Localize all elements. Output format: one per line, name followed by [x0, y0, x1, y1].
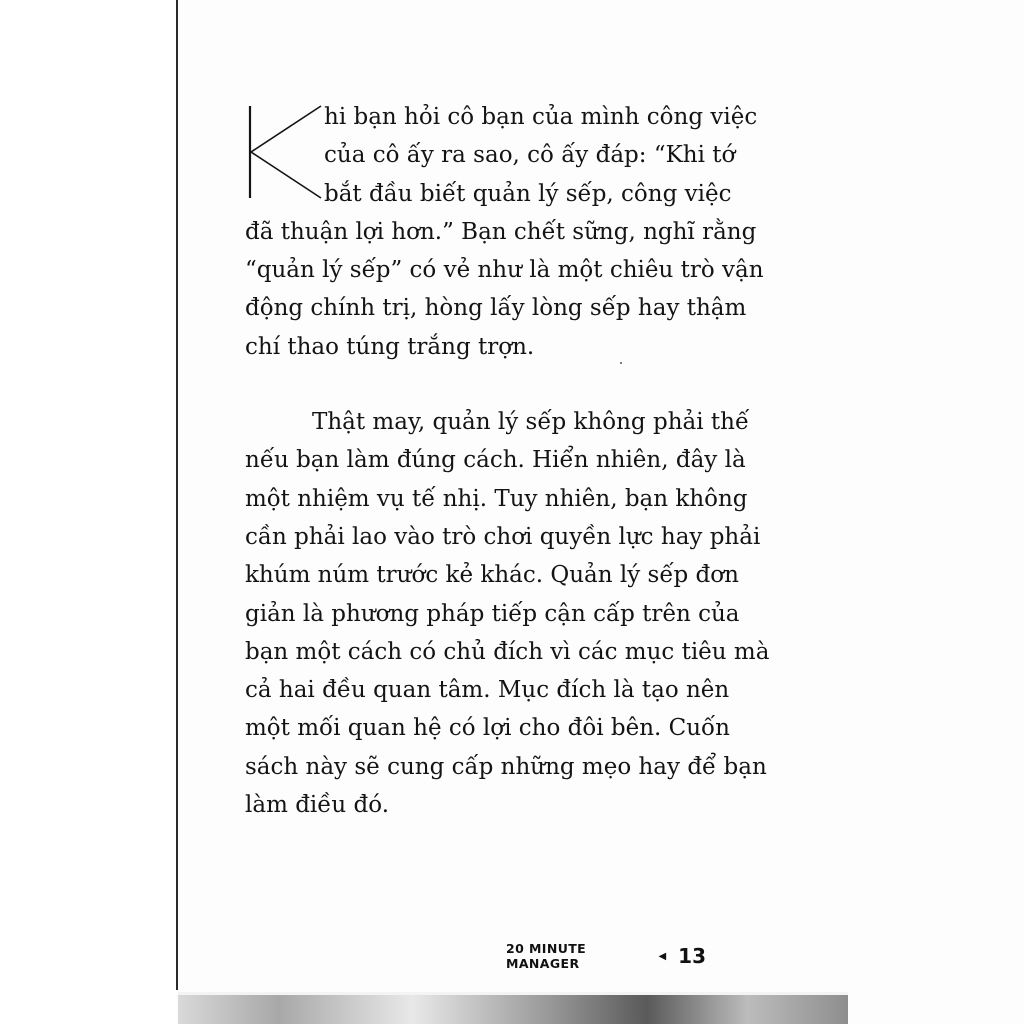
- scan-speck: [620, 362, 622, 364]
- text-line: làm điều đó.: [245, 792, 390, 819]
- text-line: bạn một cách có chủ đích vì các mục tiêu mà: [245, 638, 770, 665]
- left-margin: [0, 0, 176, 1024]
- text-line: hi bạn hỏi cô bạn của mình công việc: [324, 104, 758, 130]
- text-line: đã thuận lợi hơn.” Bạn chết sững, nghĩ rằng: [245, 218, 757, 245]
- page-number: 13: [678, 944, 706, 968]
- text-line: Thật may, quản lý sếp không phải thế: [312, 409, 750, 436]
- text-line: giản là phương pháp tiếp cận cấp trên của: [245, 600, 740, 627]
- text-line: một mối quan hệ có lợi cho đôi bên. Cuốn: [245, 715, 730, 742]
- text-line: cần phải lao vào trò chơi quyền lực hay phải: [245, 523, 761, 550]
- text-line: chí thao túng trắng trợn.: [245, 333, 535, 360]
- text-line: một nhiệm vụ tế nhị. Tuy nhiên, bạn không: [245, 485, 748, 512]
- left-triangle-icon: ◀: [658, 950, 667, 962]
- text-line: “quản lý sếp” có vẻ như là một chiêu trò vận: [245, 257, 764, 284]
- text-line: cả hai đều quan tâm. Mục đích là tạo nên: [245, 677, 730, 704]
- body-text: [245, 98, 770, 824]
- text-line: nếu bạn làm đúng cách. Hiển nhiên, đây là: [245, 447, 746, 474]
- paragraph-2: [245, 403, 770, 824]
- text-line: bắt đầu biết quản lý sếp, công việc: [324, 180, 732, 207]
- text-line: sách này sẽ cung cấp những mẹo hay để bạn: [245, 753, 767, 780]
- scan-shadow-strip: [178, 992, 848, 1024]
- text-line: của cô ấy ra sao, cô ấy đáp: “Khi tớ: [324, 142, 736, 169]
- text-line: khúm núm trước kẻ khác. Quản lý sếp đơn: [245, 562, 739, 589]
- running-title: 20 MINUTE MANAGER: [506, 941, 587, 971]
- text-line: động chính trị, hòng lấy lòng sếp hay thậm: [245, 295, 747, 322]
- paragraph-1: [245, 98, 764, 366]
- page-footer: [506, 942, 706, 970]
- page-edge-line: [176, 0, 178, 990]
